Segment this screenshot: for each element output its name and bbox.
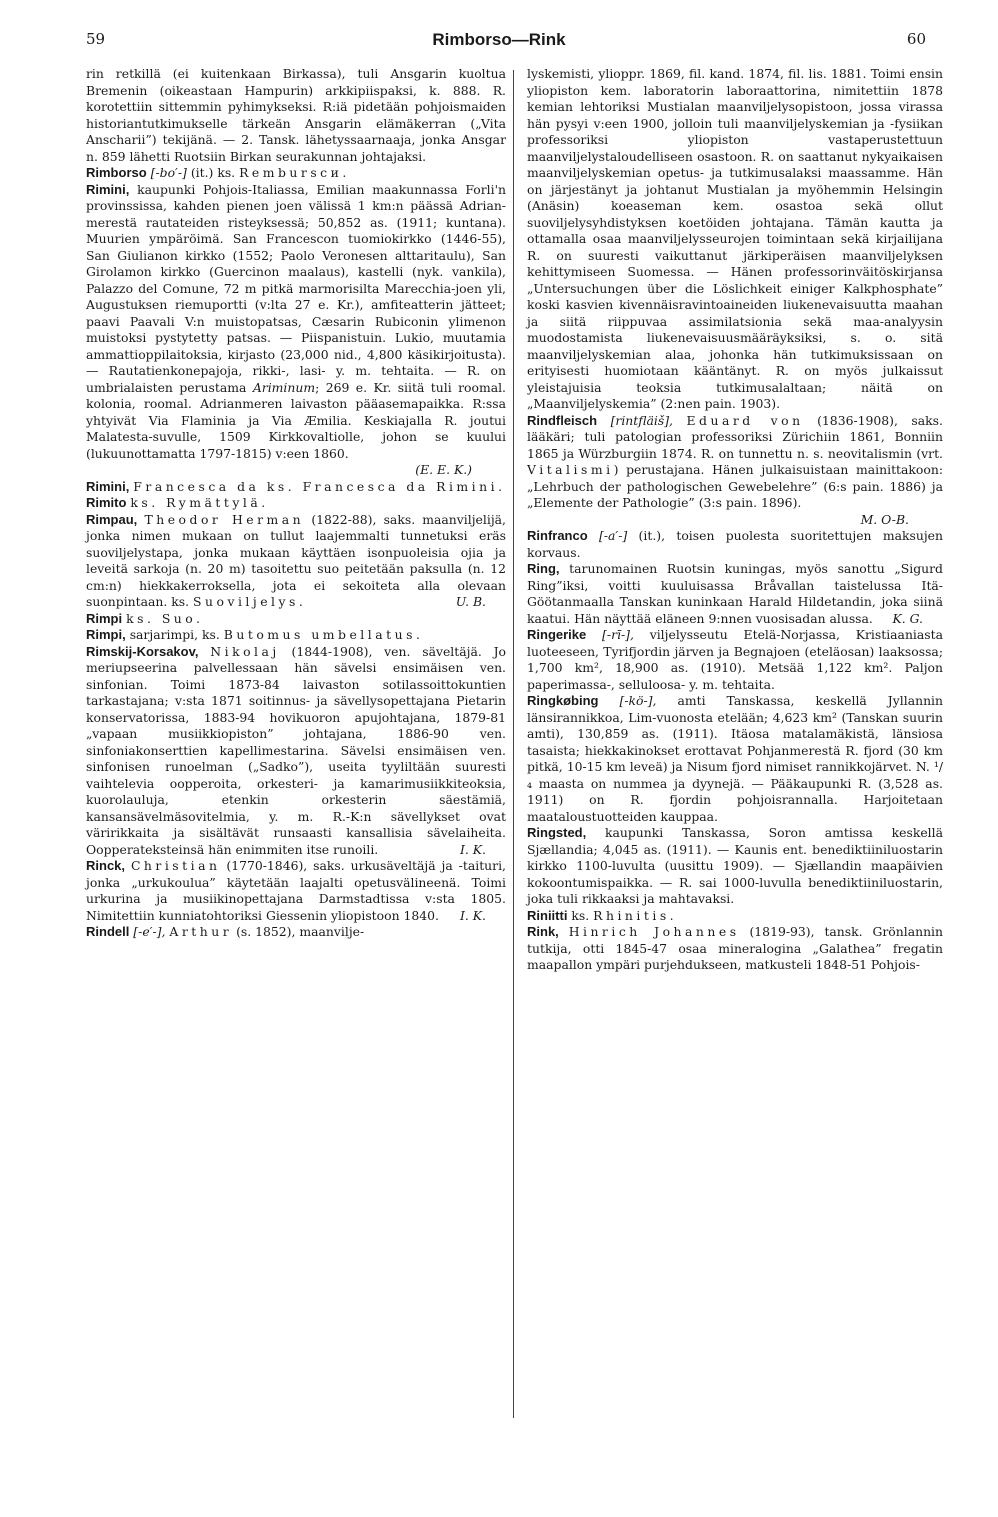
person-name: Arthur	[169, 924, 233, 939]
entry-rimpi	[86, 611, 506, 628]
headword: Ringkøbing	[527, 693, 599, 708]
entry-text: ks.	[571, 907, 590, 923]
entry-text: ; 269 e. Kr. siitä tuli roomal. kolonia, roomal. Adrianmeren laivaston pääasemapaikka. R:ssa yhtyivät Via Flaminia ja Via Æmilia. Keskiajalla R. joutui Malatesta-suvulle, 1509 Kirkkovaltiolle, johon se kuului (lukuunottamatta 1797-1815) v:een 1860.	[86, 379, 506, 461]
pronunciation: [rintfläiš],	[610, 412, 673, 428]
entry-text: Francesca da ks. Francesca da Rimini.	[133, 478, 506, 494]
pronunciation: [-a′-]	[598, 528, 628, 543]
entry-rinck	[86, 858, 506, 924]
column-divider	[513, 70, 514, 1418]
headword: Ringerike	[527, 627, 587, 642]
headword: Rimito	[86, 495, 127, 510]
entry-text: viljelysseutu Etelä-Norjassa, Kristiaaniasta luoteeseen, Tyrifjordin järven ja Begnajoen (eteläosan) laaksossa; 1,700 km², 18,900 as. (1910). Metsää 1,122 km². Paljon paperimassa-, selluloosa- y. m. tehtaita.	[527, 627, 943, 692]
entry-text: sarjarimpi, ks.	[129, 627, 220, 642]
entry-text: ) perustajana. Hänen julkaisuistaan mainittakoon: „Lehrbuch der pathologischen Gewebelehre” (6:s pain. 1886) ja „Elemente der Pathologie” (3:s pain. 1896).	[527, 462, 943, 510]
page-number-left: 59	[86, 30, 106, 48]
headword: Rimpi,	[86, 627, 126, 642]
entry-text: kaupunki Pohjois-Italiassa, Emilian maakunnassa Forli'n provinssissa, kahden pienen joen välissä 1 km:n päässä Adrian-merestä rautateiden risteyksessä; 50,852 as. (1911; kuntana). Muurien ympäröimä. San Francescon tuomiokirkko (1446-55), San Giulianon kirkko (1552; Paolo Veronesen alttaritaulu), San Girolamon kirkko (Guercinon maalaus), kastelli (nyk. vankila), Palazzo del Comune, 72 m pitkä marmorisilta Marecchia-joen yli, Augustuksen riemuportti (v:lta 27 e. Kr.), amfiteatterin jätteet; paavi Paavali V:n muistopatsas, Cæsarin Rubiconin ylimenon muistoksi pystytetty patsas. — Piispanistuin. Lukio, muutamia ammattioppilaitoksia, kirjasto (23,000 nid., 4,800 käsikirjoitusta). — Rautatienkonepajoja, rikki-, lasi- y. m. tehtaita. — R. on umbrialaisten perustama	[86, 181, 506, 395]
entry-text: lyskemisti, ylioppr. 1869, fil. kand. 1874, fil. lis. 1881. Toimi ensin yliopiston kem. laboratorin laboraattorina, nimitettiin 1878 kemian lehtoriksi Mustialan maanviljelysopistoon, jossa virassa hän pysyi v:een 1900, jolloin tuli maanviljelyskemian ja -fysiikan professoriksi yliopiston vastaperustettuun maanviljelystaloudelliseen osastoon. R. on saattanut nykyaikaisen maanviljelyskemian opetus- ja tutkimusalaksi maassamme. Hän on järjestänyt ja johtanut Mustialan ja myöhemmin Helsingin (Anäsin) koeaseman kem. osastoa sekä ollut suoviljelysyhdistyksen koetöiden johtajana. Tämän kautta ja ottamalla osaa maanviljelysseurojen toimintaan sekä kirjailijana R. on suuresti vaikuttanut järkiperäisen maanviljelyksen kehittymiseen Suomessa. — Hänen professorinväitöskirjansa „Untersuchungen über die Löslichkeit einiger Kalkphosphate” koski kasvien kivennäisravintoaineiden liukenevaisuutta maahan ja siitä riippuvaa assimilatsionia sekä maa-analyysin muodostamista liukenevaisuusmääräyksiksi, s. o. sitä maanviljelyskemian alaa, johonka hän tutkimuksissaan on erityisesti huomiotaan kääntänyt. R. on myös julkaissut yleistajuisia teoksia tutkimusalaltaan; näitä on „Maanviljelyskemia” (2:nen pain. 1903).	[527, 66, 943, 411]
cross-reference: Rhinitis.	[593, 907, 678, 923]
headword: Rinfranco	[527, 528, 588, 543]
entry-text: (1770-1846), saks. urkusäveltäjä ja -taituri, jonka „urkukoulua” käytetään laajalti opetusvälineenä. Toimi urkurina ja musiikinopettajana Darmstadtissa v:sta 1805. Nimitettiin kunniatohtoriksi Giessenin yliopistoon 1840.	[86, 858, 506, 923]
cross-reference: Vitalismi	[527, 462, 614, 477]
right-column	[527, 66, 943, 974]
entry-rindfleisch	[527, 413, 943, 529]
entry-rimito	[86, 495, 506, 512]
person-name: Eduard von	[686, 412, 804, 428]
entry-text: (1844-1908), ven. säveltäjä. Jo meriupseerina palvellessaan hän sävelsi ensimäisen ven. sinfonian. Toimi 1873-84 laivaston sotilassoittokuntien tarkastajana; v:sta 1871 soitinnus- ja sävellysopettajana Pietarin konservatorissa, 1883-94 hovikuoron apujohtajana, 1879-81 „vapaan musiikkiopiston” johtajana, 1886-90 ven. sinfoniakonserttien kapellimestarina. Sävelsi ensimäisen ven. sinfonisen runoelman („Sadko”), useita tyyliltään suuresti vaihtelevia oopperoita, orkesteri- ja kamarimusiikkiteoksia, kuorolauluja, etenkin orkesterin säestämiä, kansansävelmäsovitelmia, y. m. R.-K:n sävellykset ovat väririkkaita ja sisältävät runsaasti kansallisia sävelaiheita. Oopperateksteinsä hän enimmiten itse runoili.	[86, 643, 506, 857]
entry-rinfranco	[527, 528, 943, 561]
person-name: Hinrich Johannes	[568, 924, 740, 939]
entry-text: rin retkillä (ei kuitenkaan Birkassa), tuli Ansgarin kuoltua Bremenin (oikeastaan Hampurin) arkkipiispaksi, k. 888. R. korotettiin sittemmin pyhimykseksi. R:iä pidetään pohjoismaiden historiantutkimukselle tärkeän Ansgarin elämäkerran („Vita Anscharii”) tekijänä. — 2. Tansk. lähetyssaarnaaja, jonka Ansgar n. 859 lähetti Ruotsiin Birkan seurakunnan johtajaksi.	[86, 66, 506, 164]
person-name: Theodor Herman	[144, 511, 305, 527]
entry-text: (1819-93), tansk. Grönlannin tutkija, otti 1845-47 osaa mineralogina „Galathea” fregatin maapallon ympäri purjehdukseen, matkusteli 1848-51 Pohjois-	[527, 924, 943, 972]
headword: Rimborso	[86, 165, 147, 180]
cross-reference: Butomus umbellatus.	[223, 627, 424, 642]
headword: Ring,	[527, 561, 560, 576]
entry-rimpau	[86, 512, 506, 611]
entry-ringerike	[527, 627, 943, 693]
author-signature: U. B.	[455, 594, 486, 609]
cross-reference: Suoviljelys.	[193, 594, 307, 609]
headword: Rimskij-Korsakov,	[86, 643, 199, 659]
pronunciation: [-kö-],	[619, 693, 657, 708]
running-title: Rimborso—Rink	[432, 30, 566, 49]
headword: Rimpau,	[86, 511, 138, 527]
headword: Rindfleisch	[527, 412, 598, 428]
pronunciation: [-e′-],	[133, 924, 166, 939]
entry-text: tarunomainen Ruotsin kuningas, myös sanottu „Sigurd Ring”iksi, voitti kuuluisassa Bråvallan taistelussa Itä-Göötanmaalla Tanskan kuninkaan Harald Hildetandin, joka siinä kaatui. Hän näyttää eläneen 9:nnen vuosisadan alussa.	[527, 561, 943, 626]
entry-ringsted	[527, 825, 943, 908]
person-name: Christian	[130, 858, 221, 873]
headword: Rinck,	[86, 858, 126, 873]
entry-rink	[527, 924, 943, 974]
entry-continuation	[527, 66, 943, 413]
page-number-right: 60	[906, 30, 926, 48]
entry-rimini-francesca	[86, 479, 506, 496]
headword: Rink,	[527, 924, 559, 939]
author-signature: I. K.	[460, 907, 486, 923]
entry-ring	[527, 561, 943, 627]
cross-reference: Rembursси.	[239, 165, 350, 180]
entry-continuation	[86, 66, 506, 165]
entry-text: (s. 1852), maanvilje-	[236, 924, 365, 939]
entry-text: kaupunki Tanskassa, Soron amtissa keskellä Sjællandia; 4,045 as. (1911). — Kaunis ent. benediktiiniluostarin kirkko 1100-luvulta (uusittu 1909). — Sjællandin maapäivien kokoontumispaikka. — R. sai 1000-luvulla benediktiiniluostarin, joka tuli rikkaaksi ja mahtavaksi.	[527, 825, 943, 906]
entry-rimini	[86, 182, 506, 479]
page-header	[70, 30, 928, 60]
headword: Rimini,	[86, 181, 130, 197]
entry-text: (it.), toisen puolesta suoritettujen maksujen korvaus.	[527, 528, 943, 560]
author-signature: (E. E. K.)	[415, 462, 472, 477]
entry-rindell	[86, 924, 506, 941]
italic-term: Ariminum	[252, 379, 316, 395]
entry-text: (1822-88), saks. maanviljelijä, jonka nimen mukaan on tullut laajemmalti tunnetuksi eräs suoviljelystapa, jonka mukaan käyttäen isonpuoleisia ojia ja leveitä sarkoja (n. 20 m) tasoitettu suo peitetään paksulla (n. 12 cm:n) hiekkakerroksella, jota ei sekoiteta alla olevaan suonpintaan. ks.	[86, 511, 506, 609]
pronunciation: [-bo′-]	[150, 165, 187, 180]
author-signature: M. O-B.	[860, 511, 909, 527]
headword: Rimini,	[86, 478, 130, 494]
entry-rimskij-korsakov	[86, 644, 506, 859]
entry-rimborso	[86, 165, 506, 182]
person-name: Nikolaj	[210, 643, 280, 659]
entry-text: ks. Rymättylä.	[130, 495, 269, 510]
entry-rimpi-sarjarimpi	[86, 627, 506, 644]
entry-text: (it.) ks.	[190, 165, 236, 180]
author-signature: I. K.	[460, 841, 486, 857]
headword: Riniitti	[527, 907, 568, 923]
headword: Ringsted,	[527, 825, 587, 840]
left-column	[86, 66, 506, 941]
entry-riniitti	[527, 908, 943, 925]
author-signature: K. G.	[892, 610, 923, 626]
entry-ringkobing	[527, 693, 943, 825]
entry-text: (1836-1908), saks. lääkäri; tuli patologian professoriksi Zürichiin 1861, Bonniin 1865 ja Würzburgiin 1874. R. on tunnettu n. s. neovitalismin (vrt.	[527, 412, 943, 461]
entry-text: ks. Suo.	[126, 610, 204, 626]
headword: Rindell	[86, 924, 130, 939]
headword: Rimpi	[86, 610, 123, 626]
pronunciation: [-rī-],	[602, 627, 634, 642]
entry-text: amti Tanskassa, keskellä Jyllannin länsirannikkoa, Lim-vuonosta etelään; 4,623 km² (Tanskan suurin amti), 130,859 as. (1911). Itäosa matalamäkistä, länsiosa tasaista; hiekkakinokset erottavat Pohjanmerestä R. fjord (30 km pitkä, 10-15 km leveä) ja Nisum fjord nimiset rannikkojärvet. N. ¹/₄ maasta on nummea ja dyynejä. — Pääkaupunki R. (3,528 as. 1911) on R. fjordin pohjoisrannalla. Harjoitetaan maataloustuotteiden kauppaa.	[527, 693, 943, 824]
